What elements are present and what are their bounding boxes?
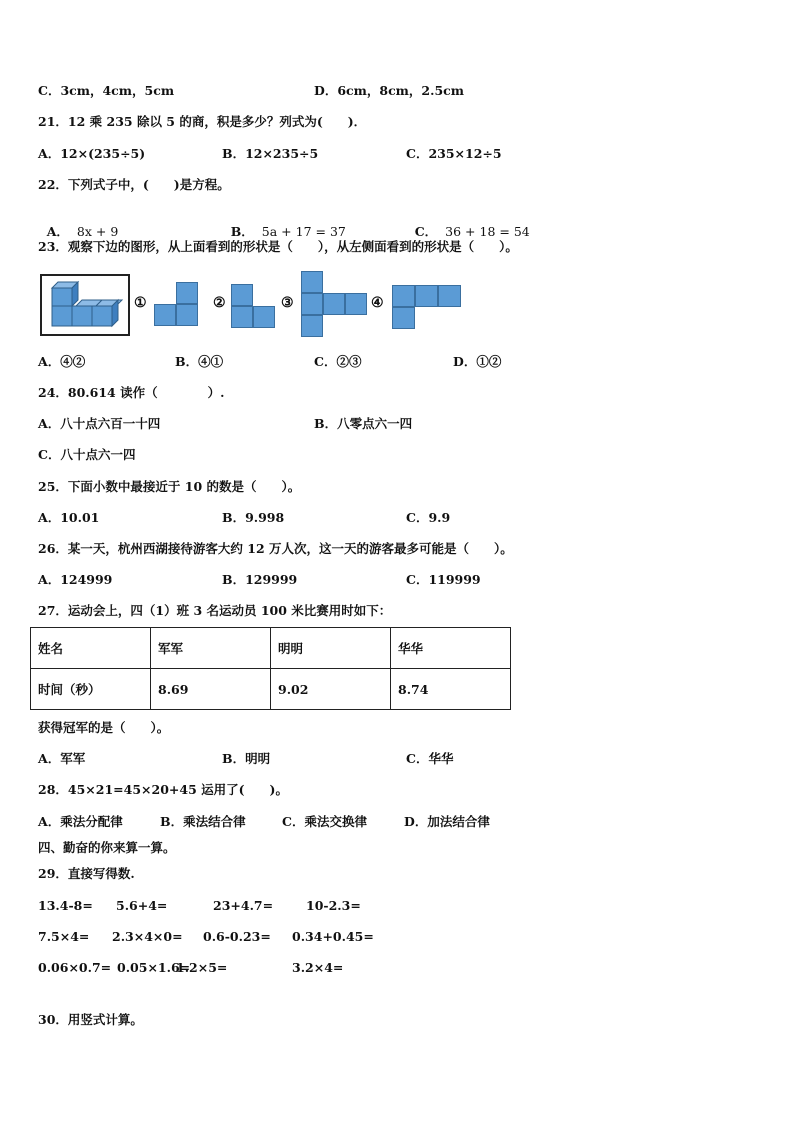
q27-stem: 27．运动会上，四（1）班 3 名运动员 100 米比赛用时如下： bbox=[38, 603, 392, 618]
q24-option-a: A．八十点六百一十四 bbox=[38, 416, 161, 431]
view2-square bbox=[253, 306, 275, 328]
q27-sub: 获得冠军的是（ ）。 bbox=[38, 720, 170, 735]
q23-option-a: A．④② bbox=[38, 354, 86, 369]
view3-square bbox=[301, 293, 323, 315]
view1-square bbox=[154, 304, 176, 326]
q22-option-c-label: C． bbox=[414, 224, 438, 239]
q23-option-d: D．①② bbox=[453, 354, 502, 369]
calc-item: 13.4-8= bbox=[38, 898, 93, 913]
calc-item: 3.2×4= bbox=[292, 960, 344, 975]
q23-stem: 23．观察下边的图形，从上面看到的形状是（ ），从左侧面看到的形状是（ ）。 bbox=[38, 239, 518, 254]
q28-option-b: B．乘法结合律 bbox=[160, 814, 246, 829]
q21-option-c: C．235×12÷5 bbox=[406, 146, 502, 161]
q22-option-b-expr: 5a + 17 = 37 bbox=[261, 224, 346, 239]
q24-option-c: C．八十点六一四 bbox=[38, 447, 136, 462]
calc-item: 1.2×5= bbox=[176, 960, 228, 975]
q23-cube-figure bbox=[40, 274, 130, 336]
calc-item: 23+4.7= bbox=[213, 898, 274, 913]
view3-square bbox=[301, 315, 323, 337]
table-cell: 8.69 bbox=[151, 669, 271, 710]
q24-stem: 24．80.614 读作（ ）. bbox=[38, 385, 225, 400]
q28-option-d: D．加法结合律 bbox=[404, 814, 490, 829]
calc-item: 5.6+4= bbox=[116, 898, 168, 913]
view3-square bbox=[301, 271, 323, 293]
q24-option-b: B．八零点六一四 bbox=[314, 416, 413, 431]
q25-option-c: C．9.9 bbox=[406, 510, 451, 525]
q20-option-d: D．6cm，8cm，2.5cm bbox=[314, 83, 464, 98]
q26-option-c: C．119999 bbox=[406, 572, 481, 587]
table-cell: 8.74 bbox=[391, 669, 511, 710]
table-cell: 华华 bbox=[391, 628, 511, 669]
calc-item: 0.06×0.7= bbox=[38, 960, 112, 975]
q23-view-label-4: ④ bbox=[371, 295, 384, 311]
q26-stem: 26．某一天，杭州西湖接待游客大约 12 万人次，这一天的游客最多可能是（ ）。 bbox=[38, 541, 513, 556]
q22-stem: 22．下列式子中，( )是方程。 bbox=[38, 177, 230, 192]
q21-option-b: B．12×235÷5 bbox=[222, 146, 319, 161]
q28-option-a: A．乘法分配律 bbox=[38, 814, 123, 829]
table-cell: 姓名 bbox=[31, 628, 151, 669]
q26-option-b: B．129999 bbox=[222, 572, 298, 587]
view4-square bbox=[392, 285, 415, 307]
q22-option-a-expr: 8x + 9 bbox=[76, 224, 119, 239]
view1-square bbox=[176, 304, 198, 326]
calc-item: 0.6-0.23= bbox=[203, 929, 271, 944]
q22-option-a-label: A． bbox=[46, 224, 69, 239]
calc-item: 2.3×4×0= bbox=[112, 929, 183, 944]
q28-stem: 28．45×21=45×20+45 运用了( )。 bbox=[38, 782, 288, 797]
q26-option-a: A．124999 bbox=[38, 572, 113, 587]
q27-option-b: B．明明 bbox=[222, 751, 271, 766]
view1-square bbox=[176, 282, 198, 304]
table-row bbox=[31, 669, 511, 710]
q22-option-c-expr: 36 + 18 = 54 bbox=[445, 224, 530, 239]
view3-square bbox=[323, 293, 345, 315]
calc-item: 7.5×4= bbox=[38, 929, 90, 944]
q25-option-b: B．9.998 bbox=[222, 510, 285, 525]
q23-option-c: C．②③ bbox=[314, 354, 362, 369]
q23-view-label-1: ① bbox=[134, 295, 147, 311]
q27-option-a: A．军军 bbox=[38, 751, 86, 766]
calc-item: 10-2.3= bbox=[306, 898, 361, 913]
q22-option-c bbox=[406, 208, 530, 240]
table-cell: 时间（秒） bbox=[31, 669, 151, 710]
q25-stem: 25．下面小数中最接近于 10 的数是（ ）。 bbox=[38, 479, 301, 494]
q23-option-b: B．④① bbox=[175, 354, 224, 369]
q27-option-c: C．华华 bbox=[406, 751, 454, 766]
q21-option-a: A．12×(235÷5) bbox=[38, 146, 146, 161]
view2-square bbox=[231, 306, 253, 328]
q20-option-c: C．3cm，4cm，5cm bbox=[38, 83, 175, 98]
table-row bbox=[31, 628, 511, 669]
q25-option-a: A．10.01 bbox=[38, 510, 100, 525]
calc-item: 0.34+0.45= bbox=[292, 929, 374, 944]
q29-stem: 29．直接写得数. bbox=[38, 866, 135, 881]
q22-option-a bbox=[38, 208, 118, 240]
q28-option-c: C．乘法交换律 bbox=[282, 814, 367, 829]
q30-stem: 30．用竖式计算。 bbox=[38, 1012, 143, 1027]
view4-square bbox=[415, 285, 438, 307]
view2-square bbox=[231, 284, 253, 306]
calc-item: 0.05×1.6= bbox=[117, 960, 191, 975]
cube-drawing bbox=[42, 276, 128, 334]
view4-square bbox=[392, 307, 415, 329]
view3-square bbox=[345, 293, 367, 315]
view4-square bbox=[438, 285, 461, 307]
section-heading: 四、勤奋的你来算一算。 bbox=[38, 840, 176, 855]
q23-view-label-2: ② bbox=[213, 295, 226, 311]
q21-stem: 21．12 乘 235 除以 5 的商，积是多少？列式为( )． bbox=[38, 114, 367, 129]
table-cell: 军军 bbox=[151, 628, 271, 669]
table-cell: 明明 bbox=[271, 628, 391, 669]
q27-table bbox=[30, 627, 511, 710]
q22-option-b-label: B． bbox=[230, 224, 254, 239]
table-cell: 9.02 bbox=[271, 669, 391, 710]
q22-option-b bbox=[222, 208, 346, 240]
q23-view-label-3: ③ bbox=[281, 295, 294, 311]
